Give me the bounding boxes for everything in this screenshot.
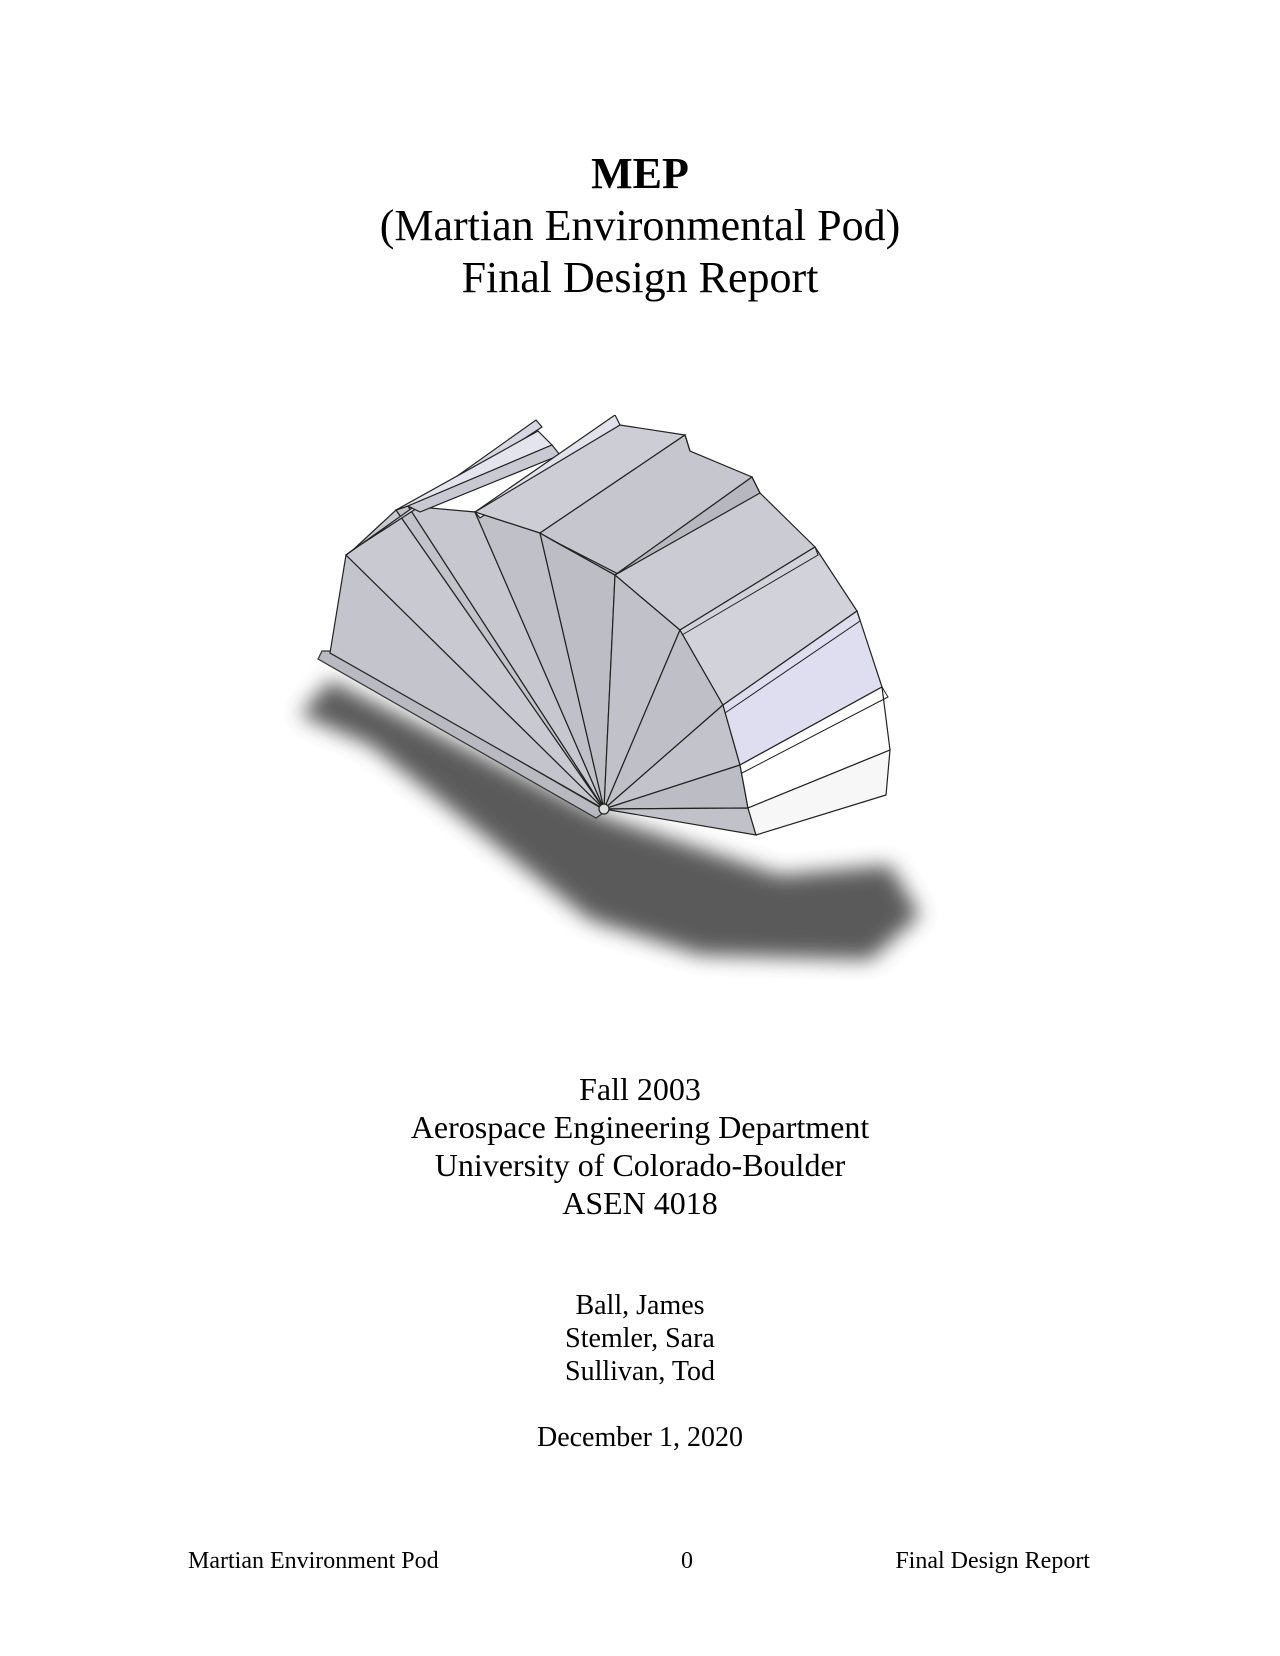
department-line: Aerospace Engineering Department [410,1109,870,1145]
pod-render-image [270,415,1000,1015]
report-date: December 1, 2020 [536,1422,744,1453]
folding-pod-icon [270,415,1000,1015]
authors-list [0,1289,1280,1388]
author-name: Stemler, Sara [565,1323,715,1354]
document-report-type: Final Design Report [461,253,819,302]
footer-right-text: Final Design Report [895,1548,1090,1574]
document-title: MEP [591,149,689,198]
author-name: Sullivan, Tod [565,1356,715,1387]
title-block [0,148,1280,304]
page-number: 0 [680,1548,693,1574]
course-line: ASEN 4018 [562,1185,718,1221]
university-line: University of Colorado-Boulder [434,1147,846,1183]
page-footer [188,1546,1090,1576]
term-line: Fall 2003 [579,1071,701,1107]
document-subtitle: (Martian Environmental Pod) [379,201,901,250]
footer-left-text: Martian Environment Pod [188,1548,439,1574]
author-name: Ball, James [575,1290,705,1321]
course-info-block [0,1070,1280,1222]
